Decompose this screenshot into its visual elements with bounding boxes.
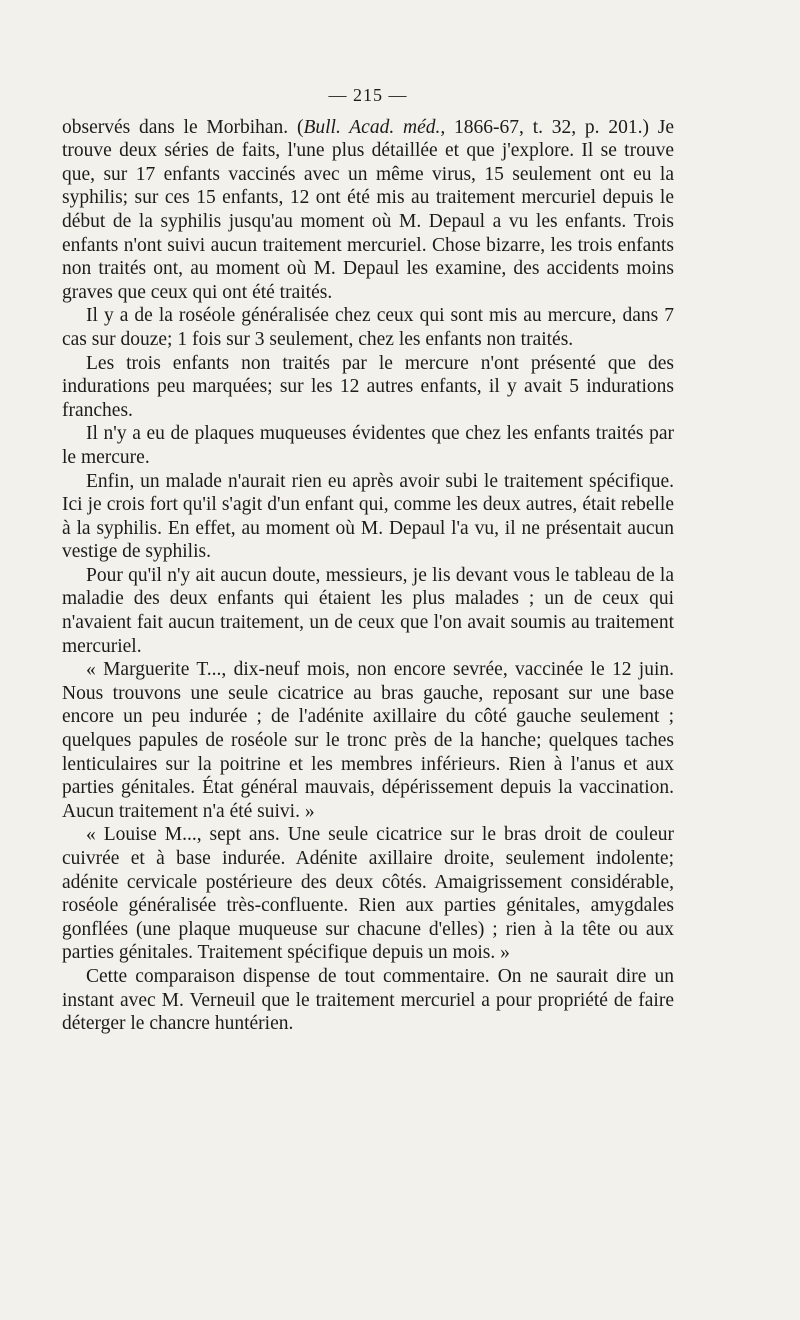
- citation-italic: Bull. Acad. méd.,: [303, 116, 446, 138]
- paragraph-7-quote-marguerite: « Marguerite T..., dix-neuf mois, non encore sevrée, vaccinée le 12 juin. Nous trouvons une seule cicatrice au bras gauche, reposant sur une base encore un peu indurée ; de l'adénite axillaire du côté gauche seulement ; quelques papules de roséole sur le tronc près de la hanche; quelques taches lenticulaires sur la poitrine et les membres inférieurs. Rien à l'anus et aux parties génitales. État général mauvais, dépérissement depuis la vaccination. Aucun traitement n'a été suivi. »: [62, 659, 674, 822]
- page-body: [62, 84, 674, 1036]
- paragraph-8-quote-louise: « Louise M..., sept ans. Une seule cicatrice sur le bras droit de couleur cuivrée et à base indurée. Adénite axillaire droite, seulement indolente; adénite cervicale postérieure des deux côtés. Amaigrissement considérable, roséole généralisée très-confluente. Rien aux parties génitales, amygdales gonflées (une plaque muqueuse sur chacune d'elles) ; rien à la tête ou aux parties génitales. Traitement spécifique depuis un mois. »: [62, 824, 674, 964]
- paragraph-6: Pour qu'il n'y ait aucun doute, messieurs, je lis devant vous le tableau de la maladie des deux enfants qui étaient les plus malades ; un de ceux qui n'avaient fait aucun traitement, un de ceux que l'on avait soumis au traitement mercuriel.: [62, 564, 674, 657]
- paragraph-9: Cette comparaison dispense de tout commentaire. On ne saurait dire un instant avec M. Verneuil que le traitement mercuriel a pour propriété de faire déterger le chancre huntérien.: [62, 965, 674, 1035]
- paragraph-3: Les trois enfants non traités par le mercure n'ont présenté que des indurations peu marquées; sur les 12 autres enfants, il y avait 5 indurations franches.: [62, 352, 674, 421]
- paragraph-1-rest: 1866-67, t. 32, p. 201.) Je trouve deux séries de faits, l'une plus détaillée et que j'explore. Il se trouve que, sur 17 enfants vaccinés avec un même virus, 15 seulement ont eu la syphilis; sur ces 15 enfants, 12 ont été mis au traitement mercuriel depuis le début de la syphilis jusqu'au moment où M. Depaul a vu les enfants. Trois enfants n'ont suivi aucun traitement mercuriel. Chose bizarre, les trois enfants non traités ont, au moment où M. Depaul les examine, des accidents moins graves que ceux qui ont été traités.: [62, 116, 674, 303]
- paragraph-1-lead: observés dans le Morbihan. (: [62, 116, 304, 138]
- paragraph-2: Il y a de la roséole généralisée chez ceux qui sont mis au mercure, dans 7 cas sur douze; 1 fois sur 3 seulement, chez les enfants non traités.: [62, 305, 674, 350]
- paragraph-4: Il n'y a eu de plaques muqueuses évidentes que chez les enfants traités par le mercure.: [62, 423, 674, 468]
- page-number: — 215 —: [328, 85, 408, 105]
- paragraph-5: Enfin, un malade n'aurait rien eu après avoir subi le traitement spécifique. Ici je crois fort qu'il s'agit d'un enfant qui, comme les deux autres, était rebelle à la syphilis. En effet, au moment où M. Depaul l'a vu, il ne présentait aucun vestige de syphilis.: [62, 470, 674, 563]
- paragraph-1: [62, 116, 674, 305]
